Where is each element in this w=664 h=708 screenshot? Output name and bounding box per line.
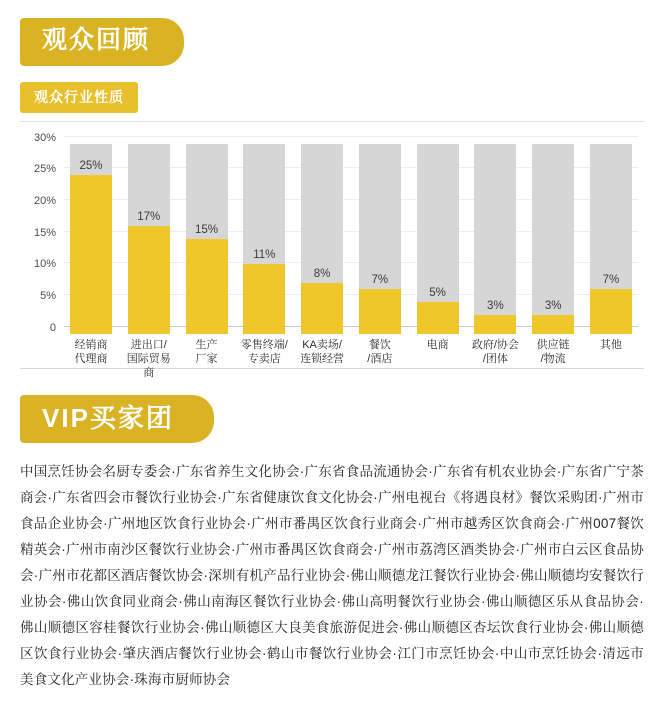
section-banner-vip: VIP买家团 (20, 395, 214, 444)
bar-value (186, 239, 228, 334)
chart-bar (411, 144, 465, 334)
chart-bar (122, 144, 176, 334)
y-axis-tick: 30% (33, 131, 56, 144)
x-axis-category-label: 供应链 /物流 (536, 338, 570, 365)
chart-bar (468, 144, 522, 334)
chart-bar (237, 144, 291, 334)
vip-buyer-group-text: 中国烹饪协会名厨专委会·广东省养生文化协会·广东省食品流通协会·广东省有机农业协会·广东省广宁茶商会·广东省四会市餐饮行业协会·广东省健康饮食文化协会·广州电视台《将遇良材》餐饮采购团·广州市食品企业协会·广州地区饮食行业协会·广州市番禺区饮食行业商会·广州市越秀区饮食商会·广州007餐饮精英会·广州市南沙区餐饮行业协会·广州市番禺区饮食商会·广州市荔湾区酒类协会·广州市白云区食品协会·广州市花都区酒店餐饮协会·深圳有机产品行业协会·佛山顺德龙江餐饮行业协会·佛山顺德均安餐饮行业协会·佛山饮食同业商会·佛山南海区餐饮行业协会·佛山高明餐饮行业协会·佛山顺德区乐从食品协会·佛山顺德区容桂餐饮行业协会·佛山顺德区大良美食旅游促进会·佛山顺德区杏坛饮食行业协会·佛山顺德区饮食行业协会·肇庆酒店餐饮行业协会·鹤山市餐饮行业协会·江门市烹饪协会·中山市烹饪协会·清远市美食文化产业协会·珠海市厨师协会 (20, 464, 644, 688)
y-axis-tick: 15% (33, 226, 56, 239)
bar-value-label: 3% (544, 299, 562, 312)
bar-value (474, 315, 516, 334)
bar-value (590, 289, 632, 333)
y-axis-tick: 10% (33, 258, 56, 271)
bar-value-label: 25% (79, 160, 103, 173)
bar-value (128, 226, 170, 334)
x-axis-category-label: 零售终端/ 专卖店 (240, 338, 288, 365)
x-axis-category-label: 政府/协会 /团体 (471, 338, 519, 365)
chart-bar (353, 144, 407, 334)
bar-value-label: 8% (313, 267, 331, 280)
y-axis-tick: 25% (33, 163, 56, 176)
chart-y-axis (20, 130, 62, 334)
bar-value-label: 15% (195, 223, 219, 236)
x-axis-category-label: 其他 (599, 338, 622, 351)
bar-value-label: 7% (371, 274, 389, 287)
x-axis-category-label: 经销商 代理商 (74, 338, 108, 365)
chart-bars (64, 144, 638, 334)
bar-value (70, 175, 112, 333)
chart-bar (526, 144, 580, 334)
chart-bar (64, 144, 118, 334)
bar-value (301, 283, 343, 334)
chart-bar (180, 144, 234, 334)
bar-value (532, 315, 574, 334)
y-axis-tick: 5% (40, 289, 56, 302)
bar-value-label: 11% (253, 248, 276, 261)
y-axis-tick: 20% (33, 194, 56, 207)
gridline (64, 136, 638, 137)
chart-bar (295, 144, 349, 334)
chart-bar (584, 144, 638, 334)
chart-subtitle-pill: 观众行业性质 (20, 82, 138, 113)
audience-industry-chart (20, 121, 644, 379)
bar-value (417, 302, 459, 334)
x-axis-category-label: 生产 厂家 (195, 338, 218, 365)
bar-value-label: 3% (487, 299, 504, 312)
x-axis-category-label: 电商 (426, 338, 449, 351)
x-axis-category-label: 餐饮 /酒店 (367, 338, 393, 365)
x-axis-category-label: KA卖场/ 连锁经营 (300, 338, 345, 365)
bar-value (359, 289, 401, 333)
chart-x-labels (64, 338, 638, 380)
x-axis-category-label: 进出口/ 国际贸易商 (126, 338, 171, 379)
section-banner-review: 观众回顾 (20, 18, 184, 66)
bar-value (243, 264, 285, 334)
bar-value-label: 17% (137, 210, 161, 223)
bar-value-label: 5% (429, 286, 446, 299)
bar-value-label: 7% (602, 274, 620, 287)
y-axis-tick: 0 (49, 321, 56, 334)
